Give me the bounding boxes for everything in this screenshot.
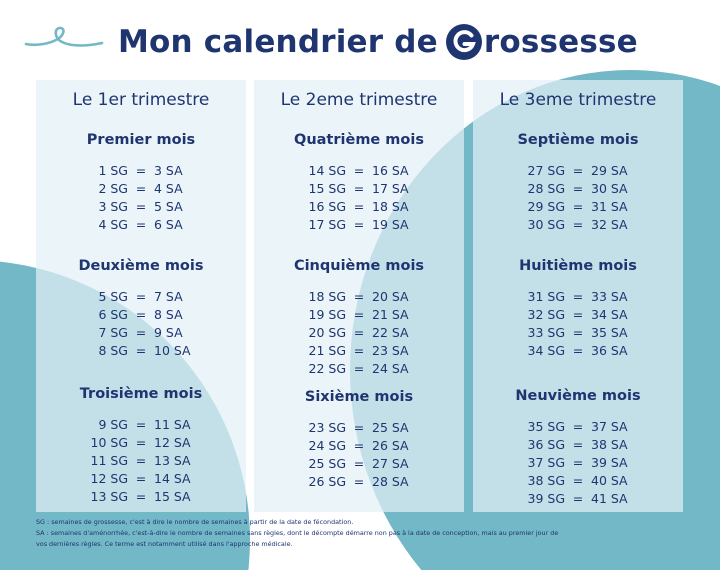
title-text-start: Mon calendrier de	[118, 24, 438, 60]
sg-value: 31 SG	[527, 289, 565, 304]
week-list	[254, 162, 464, 234]
sg-value: 10 SG	[90, 435, 128, 450]
sg-value: 25 SG	[308, 456, 346, 471]
sa-value: 11 SA	[154, 417, 191, 432]
week-row	[254, 324, 464, 342]
sa-value: 13 SA	[154, 453, 191, 468]
sa-value: 28 SA	[372, 474, 409, 489]
sa-value: 36 SA	[591, 343, 628, 358]
equals-sign: =	[572, 307, 584, 322]
equals-sign: =	[353, 289, 365, 304]
month-title: Neuvième mois	[515, 388, 641, 404]
sa-value: 15 SA	[154, 489, 191, 504]
week-row	[473, 454, 683, 472]
trimester-panel-3	[473, 80, 683, 512]
equals-sign: =	[572, 217, 584, 232]
equals-sign: =	[135, 181, 147, 196]
sg-value: 24 SG	[308, 438, 346, 453]
sg-value: 29 SG	[527, 199, 565, 214]
equals-sign: =	[135, 199, 147, 214]
sg-value: 6 SG	[98, 307, 128, 322]
page-title	[118, 20, 638, 64]
sa-value: 29 SA	[591, 163, 628, 178]
sa-value: 33 SA	[591, 289, 628, 304]
equals-sign: =	[135, 289, 147, 304]
week-row	[36, 488, 246, 506]
sa-value: 27 SA	[372, 456, 409, 471]
sg-value: 13 SG	[90, 489, 128, 504]
sg-value: 3 SG	[98, 199, 128, 214]
sg-value: 20 SG	[308, 325, 346, 340]
equals-sign: =	[572, 473, 584, 488]
footnote	[36, 517, 696, 550]
sg-value: 16 SG	[308, 199, 346, 214]
sa-value: 7 SA	[154, 289, 183, 304]
sa-value: 18 SA	[372, 199, 409, 214]
sg-value: 32 SG	[527, 307, 565, 322]
week-row	[473, 472, 683, 490]
sg-value: 14 SG	[308, 163, 346, 178]
week-list	[36, 162, 246, 234]
title-text-end: rossesse	[483, 24, 638, 60]
sa-value: 8 SA	[154, 307, 183, 322]
week-row	[36, 470, 246, 488]
trimester-title: Le 2eme trimestre	[280, 90, 438, 110]
week-row	[36, 342, 246, 360]
month-title: Cinquième mois	[293, 258, 425, 274]
sg-value: 7 SG	[98, 325, 128, 340]
sg-value: 33 SG	[527, 325, 565, 340]
equals-sign: =	[353, 438, 365, 453]
week-row	[254, 180, 464, 198]
sg-value: 26 SG	[308, 474, 346, 489]
equals-sign: =	[572, 455, 584, 470]
sa-value: 26 SA	[372, 438, 409, 453]
equals-sign: =	[572, 289, 584, 304]
equals-sign: =	[353, 456, 365, 471]
equals-sign: =	[135, 489, 147, 504]
week-row	[36, 198, 246, 216]
sa-value: 16 SA	[372, 163, 409, 178]
week-row	[473, 418, 683, 436]
week-row	[254, 306, 464, 324]
sa-value: 9 SA	[154, 325, 183, 340]
equals-sign: =	[572, 163, 584, 178]
sg-value: 2 SG	[98, 181, 128, 196]
week-row	[254, 360, 464, 378]
sa-value: 30 SA	[591, 181, 628, 196]
month-title: Quatrième mois	[294, 132, 424, 148]
sg-value: 37 SG	[527, 455, 565, 470]
week-row	[36, 306, 246, 324]
month-block	[254, 389, 464, 491]
sa-value: 25 SA	[372, 420, 409, 435]
footnote-line-sa-cont: vos dernières règles. Ce terme est notamment utilisé dans l'approche médicale.	[36, 540, 293, 548]
sa-value: 14 SA	[154, 471, 191, 486]
week-row	[36, 416, 246, 434]
week-list	[473, 162, 683, 234]
sg-value: 19 SG	[308, 307, 346, 322]
sg-value: 27 SG	[527, 163, 565, 178]
equals-sign: =	[353, 163, 365, 178]
equals-sign: =	[572, 343, 584, 358]
trimester-panel-1	[36, 80, 246, 512]
sa-value: 41 SA	[591, 491, 628, 506]
equals-sign: =	[135, 435, 147, 450]
week-row	[254, 216, 464, 234]
equals-sign: =	[135, 325, 147, 340]
sa-value: 20 SA	[372, 289, 409, 304]
week-row	[254, 198, 464, 216]
g-logo-icon	[446, 24, 482, 60]
month-title: Sixième mois	[304, 389, 414, 405]
week-row	[473, 198, 683, 216]
sa-value: 35 SA	[591, 325, 628, 340]
sa-value: 38 SA	[591, 437, 628, 452]
week-row	[254, 419, 464, 437]
month-block	[36, 386, 246, 506]
week-row	[254, 288, 464, 306]
equals-sign: =	[572, 199, 584, 214]
equals-sign: =	[135, 343, 147, 358]
sa-value: 17 SA	[372, 181, 409, 196]
week-row	[36, 216, 246, 234]
sa-value: 3 SA	[154, 163, 183, 178]
footnote-line-sa: SA : semaines d'aménorrhée, c'est-à-dire le nombre de semaines sans règles, dont le décompte démarre non pas à la date de conception, mais au premier jour de	[36, 529, 559, 537]
equals-sign: =	[572, 325, 584, 340]
month-block	[36, 132, 246, 234]
month-block	[473, 132, 683, 234]
equals-sign: =	[353, 325, 365, 340]
sg-value: 36 SG	[527, 437, 565, 452]
sg-value: 4 SG	[98, 217, 128, 232]
header	[0, 0, 720, 80]
sa-value: 31 SA	[591, 199, 628, 214]
equals-sign: =	[135, 453, 147, 468]
equals-sign: =	[353, 181, 365, 196]
week-row	[36, 324, 246, 342]
month-title: Huitième mois	[519, 258, 637, 274]
sg-value: 5 SG	[98, 289, 128, 304]
sa-value: 39 SA	[591, 455, 628, 470]
sa-value: 6 SA	[154, 217, 183, 232]
month-title: Troisième mois	[79, 386, 203, 402]
week-list	[473, 288, 683, 360]
month-block	[473, 258, 683, 360]
equals-sign: =	[353, 199, 365, 214]
equals-sign: =	[135, 417, 147, 432]
sg-value: 21 SG	[308, 343, 346, 358]
equals-sign: =	[135, 163, 147, 178]
swirl-decoration-icon	[22, 24, 104, 54]
month-block	[254, 258, 464, 378]
sa-value: 37 SA	[591, 419, 628, 434]
week-list	[473, 418, 683, 508]
sg-value: 9 SG	[98, 417, 128, 432]
sg-value: 12 SG	[90, 471, 128, 486]
week-row	[254, 455, 464, 473]
sa-value: 23 SA	[372, 343, 409, 358]
month-block	[473, 388, 683, 508]
week-row	[254, 473, 464, 491]
equals-sign: =	[572, 181, 584, 196]
equals-sign: =	[572, 491, 584, 506]
week-row	[473, 436, 683, 454]
sg-value: 35 SG	[527, 419, 565, 434]
sa-value: 12 SA	[154, 435, 191, 450]
week-list	[36, 416, 246, 506]
week-row	[473, 342, 683, 360]
sa-value: 19 SA	[372, 217, 409, 232]
equals-sign: =	[353, 217, 365, 232]
week-list	[254, 288, 464, 378]
sg-value: 8 SG	[98, 343, 128, 358]
month-block	[254, 132, 464, 234]
week-row	[36, 288, 246, 306]
sg-value: 11 SG	[90, 453, 128, 468]
week-list	[254, 419, 464, 491]
trimester-panel-2	[254, 80, 464, 512]
equals-sign: =	[353, 361, 365, 376]
week-list	[36, 288, 246, 360]
footnote-line-sg: SG : semaines de grossesse, c'est à dire le nombre de semaines à partir de la date de fécondation.	[36, 518, 354, 526]
equals-sign: =	[353, 420, 365, 435]
equals-sign: =	[572, 437, 584, 452]
week-row	[473, 288, 683, 306]
equals-sign: =	[135, 471, 147, 486]
equals-sign: =	[353, 343, 365, 358]
equals-sign: =	[135, 217, 147, 232]
equals-sign: =	[135, 307, 147, 322]
week-row	[473, 162, 683, 180]
trimester-title: Le 3eme trimestre	[499, 90, 657, 110]
week-row	[473, 216, 683, 234]
week-row	[36, 162, 246, 180]
sa-value: 10 SA	[154, 343, 191, 358]
week-row	[254, 437, 464, 455]
week-row	[36, 434, 246, 452]
month-title: Septième mois	[517, 132, 639, 148]
week-row	[473, 180, 683, 198]
week-row	[254, 342, 464, 360]
sg-value: 30 SG	[527, 217, 565, 232]
sg-value: 17 SG	[308, 217, 346, 232]
sa-value: 32 SA	[591, 217, 628, 232]
week-row	[36, 452, 246, 470]
sa-value: 4 SA	[154, 181, 183, 196]
sg-value: 38 SG	[527, 473, 565, 488]
week-row	[473, 306, 683, 324]
week-row	[254, 162, 464, 180]
sa-value: 40 SA	[591, 473, 628, 488]
equals-sign: =	[353, 307, 365, 322]
month-title: Premier mois	[86, 132, 196, 148]
month-title: Deuxième mois	[78, 258, 204, 274]
month-block	[36, 258, 246, 360]
sa-value: 21 SA	[372, 307, 409, 322]
sa-value: 24 SA	[372, 361, 409, 376]
sg-value: 1 SG	[98, 163, 128, 178]
sg-value: 34 SG	[527, 343, 565, 358]
week-row	[36, 180, 246, 198]
week-row	[473, 324, 683, 342]
sa-value: 5 SA	[154, 199, 183, 214]
sa-value: 22 SA	[372, 325, 409, 340]
sg-value: 22 SG	[308, 361, 346, 376]
sg-value: 18 SG	[308, 289, 346, 304]
sa-value: 34 SA	[591, 307, 628, 322]
equals-sign: =	[572, 419, 584, 434]
sg-value: 15 SG	[308, 181, 346, 196]
trimester-title: Le 1er trimestre	[72, 90, 210, 110]
week-row	[473, 490, 683, 508]
sg-value: 23 SG	[308, 420, 346, 435]
sg-value: 39 SG	[527, 491, 565, 506]
equals-sign: =	[353, 474, 365, 489]
sg-value: 28 SG	[527, 181, 565, 196]
